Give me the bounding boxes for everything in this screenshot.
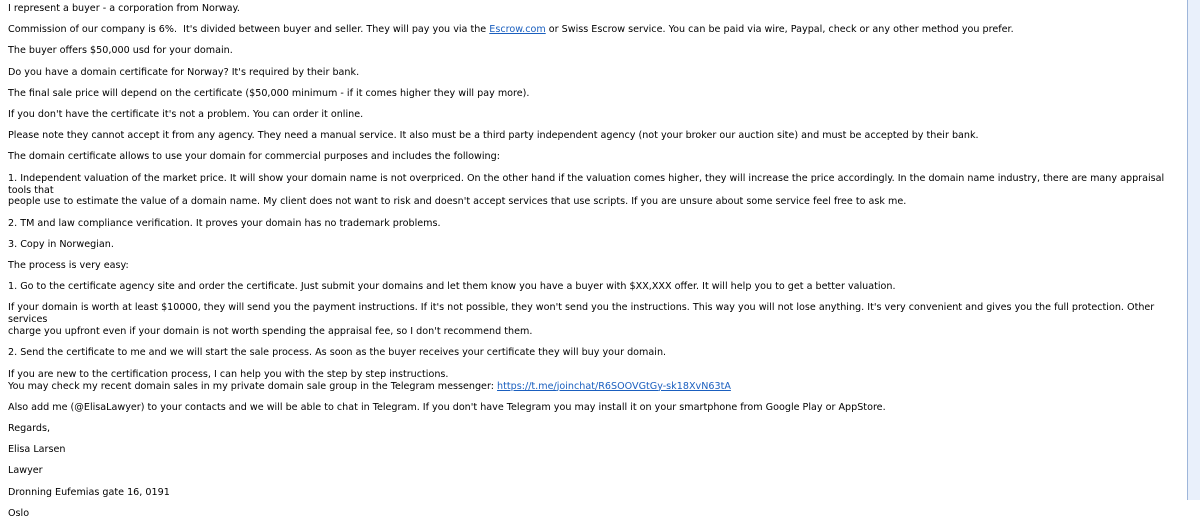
paragraph-certificate-question: Do you have a domain certificate for Norway? It's required by their bank. (8, 66, 360, 78)
payment-line-1: If your domain is worth at least $10000, they will send you the payment instructions. If it's not possible, they won't send you the instructions. This way you will not lose anything. It's very convenient and gives you the full protection. Other services (8, 302, 1155, 326)
vertical-scrollbar[interactable] (1187, 0, 1200, 500)
paragraph-order-online: If you don't have the certificate it's not a problem. You can order it online. (8, 109, 364, 121)
paragraph-step-2: 2. Send the certificate to me and we will start the sale process. As soon as the buyer receives your certificate they will buy your domain. (8, 347, 667, 359)
paragraph-copy-norwegian: 3. Copy in Norwegian. (8, 238, 114, 250)
paragraph-commission (8, 24, 1180, 36)
paragraph-certificate-includes: The domain certificate allows to use your domain for commercial purposes and includes the following: (8, 151, 500, 163)
payment-line-2: charge you upfront even if your domain is not worth spending the appraisal fee, so I don't recommend them. (8, 326, 533, 338)
paragraph-agency-note: Please note they cannot accept it from any agency. They need a manual service. It also must be a third party independent agency (not your broker our auction site) and must be accepted by their bank. (8, 130, 979, 142)
paragraph-help-telegram (8, 369, 1180, 393)
paragraph-tm-compliance: 2. TM and law compliance verification. It proves your domain has no trademark problems. (8, 217, 441, 229)
signature-address: Dronning Eufemias gate 16, 0191 (8, 486, 170, 498)
signature-city: Oslo (8, 507, 30, 519)
valuation-line-2: people use to estimate the value of a domain name. My client does not want to risk and doesn't accept services that use scripts. If you are unsure about some service feel free to ask me. (8, 196, 907, 208)
signature-regards: Regards, (8, 422, 51, 434)
paragraph-final-price: The final sale price will depend on the certificate ($50,000 minimum - if it comes higher they will pay more). (8, 87, 530, 99)
paragraph-valuation (8, 173, 1180, 209)
commission-text-end: or Swiss Escrow service. You can be paid via wire, Paypal, check or any other method you prefer. (545, 24, 1014, 36)
paragraph-offer: The buyer offers $50,000 usd for your domain. (8, 45, 233, 57)
paragraph-add-contact: Also add me (@ElisaLawyer) to your contacts and we will be able to chat in Telegram. If you don't have Telegram you may install it on your smartphone from Google Play or AppStore. (8, 401, 886, 413)
paragraph-payment-instructions (8, 302, 1180, 338)
commission-text-start: Commission of our company is 6%. It's divided between buyer and seller. They will pay you via the (8, 24, 490, 36)
paragraph-intro: I represent a buyer - a corporation from Norway. (8, 3, 240, 14)
signature-title: Lawyer (8, 465, 43, 477)
paragraph-step-1: 1. Go to the certificate agency site and order the certificate. Just submit your domains and let them know you have a buyer with $XX,XXX offer. It will help you to get a better valuation. (8, 281, 896, 293)
help-line-1: If you are new to the certification process, I can help you with the step by step instructions. (8, 368, 449, 380)
valuation-line-1: 1. Independent valuation of the market price. It will show your domain name is not overpriced. On the other hand if the valuation comes higher, they will increase the price accordingly. In the domain name industry, there are many appraisal tools that (8, 172, 1165, 196)
signature-name: Elisa Larsen (8, 444, 66, 456)
telegram-group-link[interactable]: https://t.me/joinchat/R6SOOVGtGy-sk18XvN63tA (497, 380, 731, 392)
escrow-link[interactable]: Escrow.com (489, 24, 546, 36)
paragraph-process-easy: The process is very easy: (8, 260, 129, 272)
help-line-2-text: You may check my recent domain sales in my private domain sale group in the Telegram messenger: (8, 380, 498, 392)
email-message-body (8, 3, 1180, 529)
